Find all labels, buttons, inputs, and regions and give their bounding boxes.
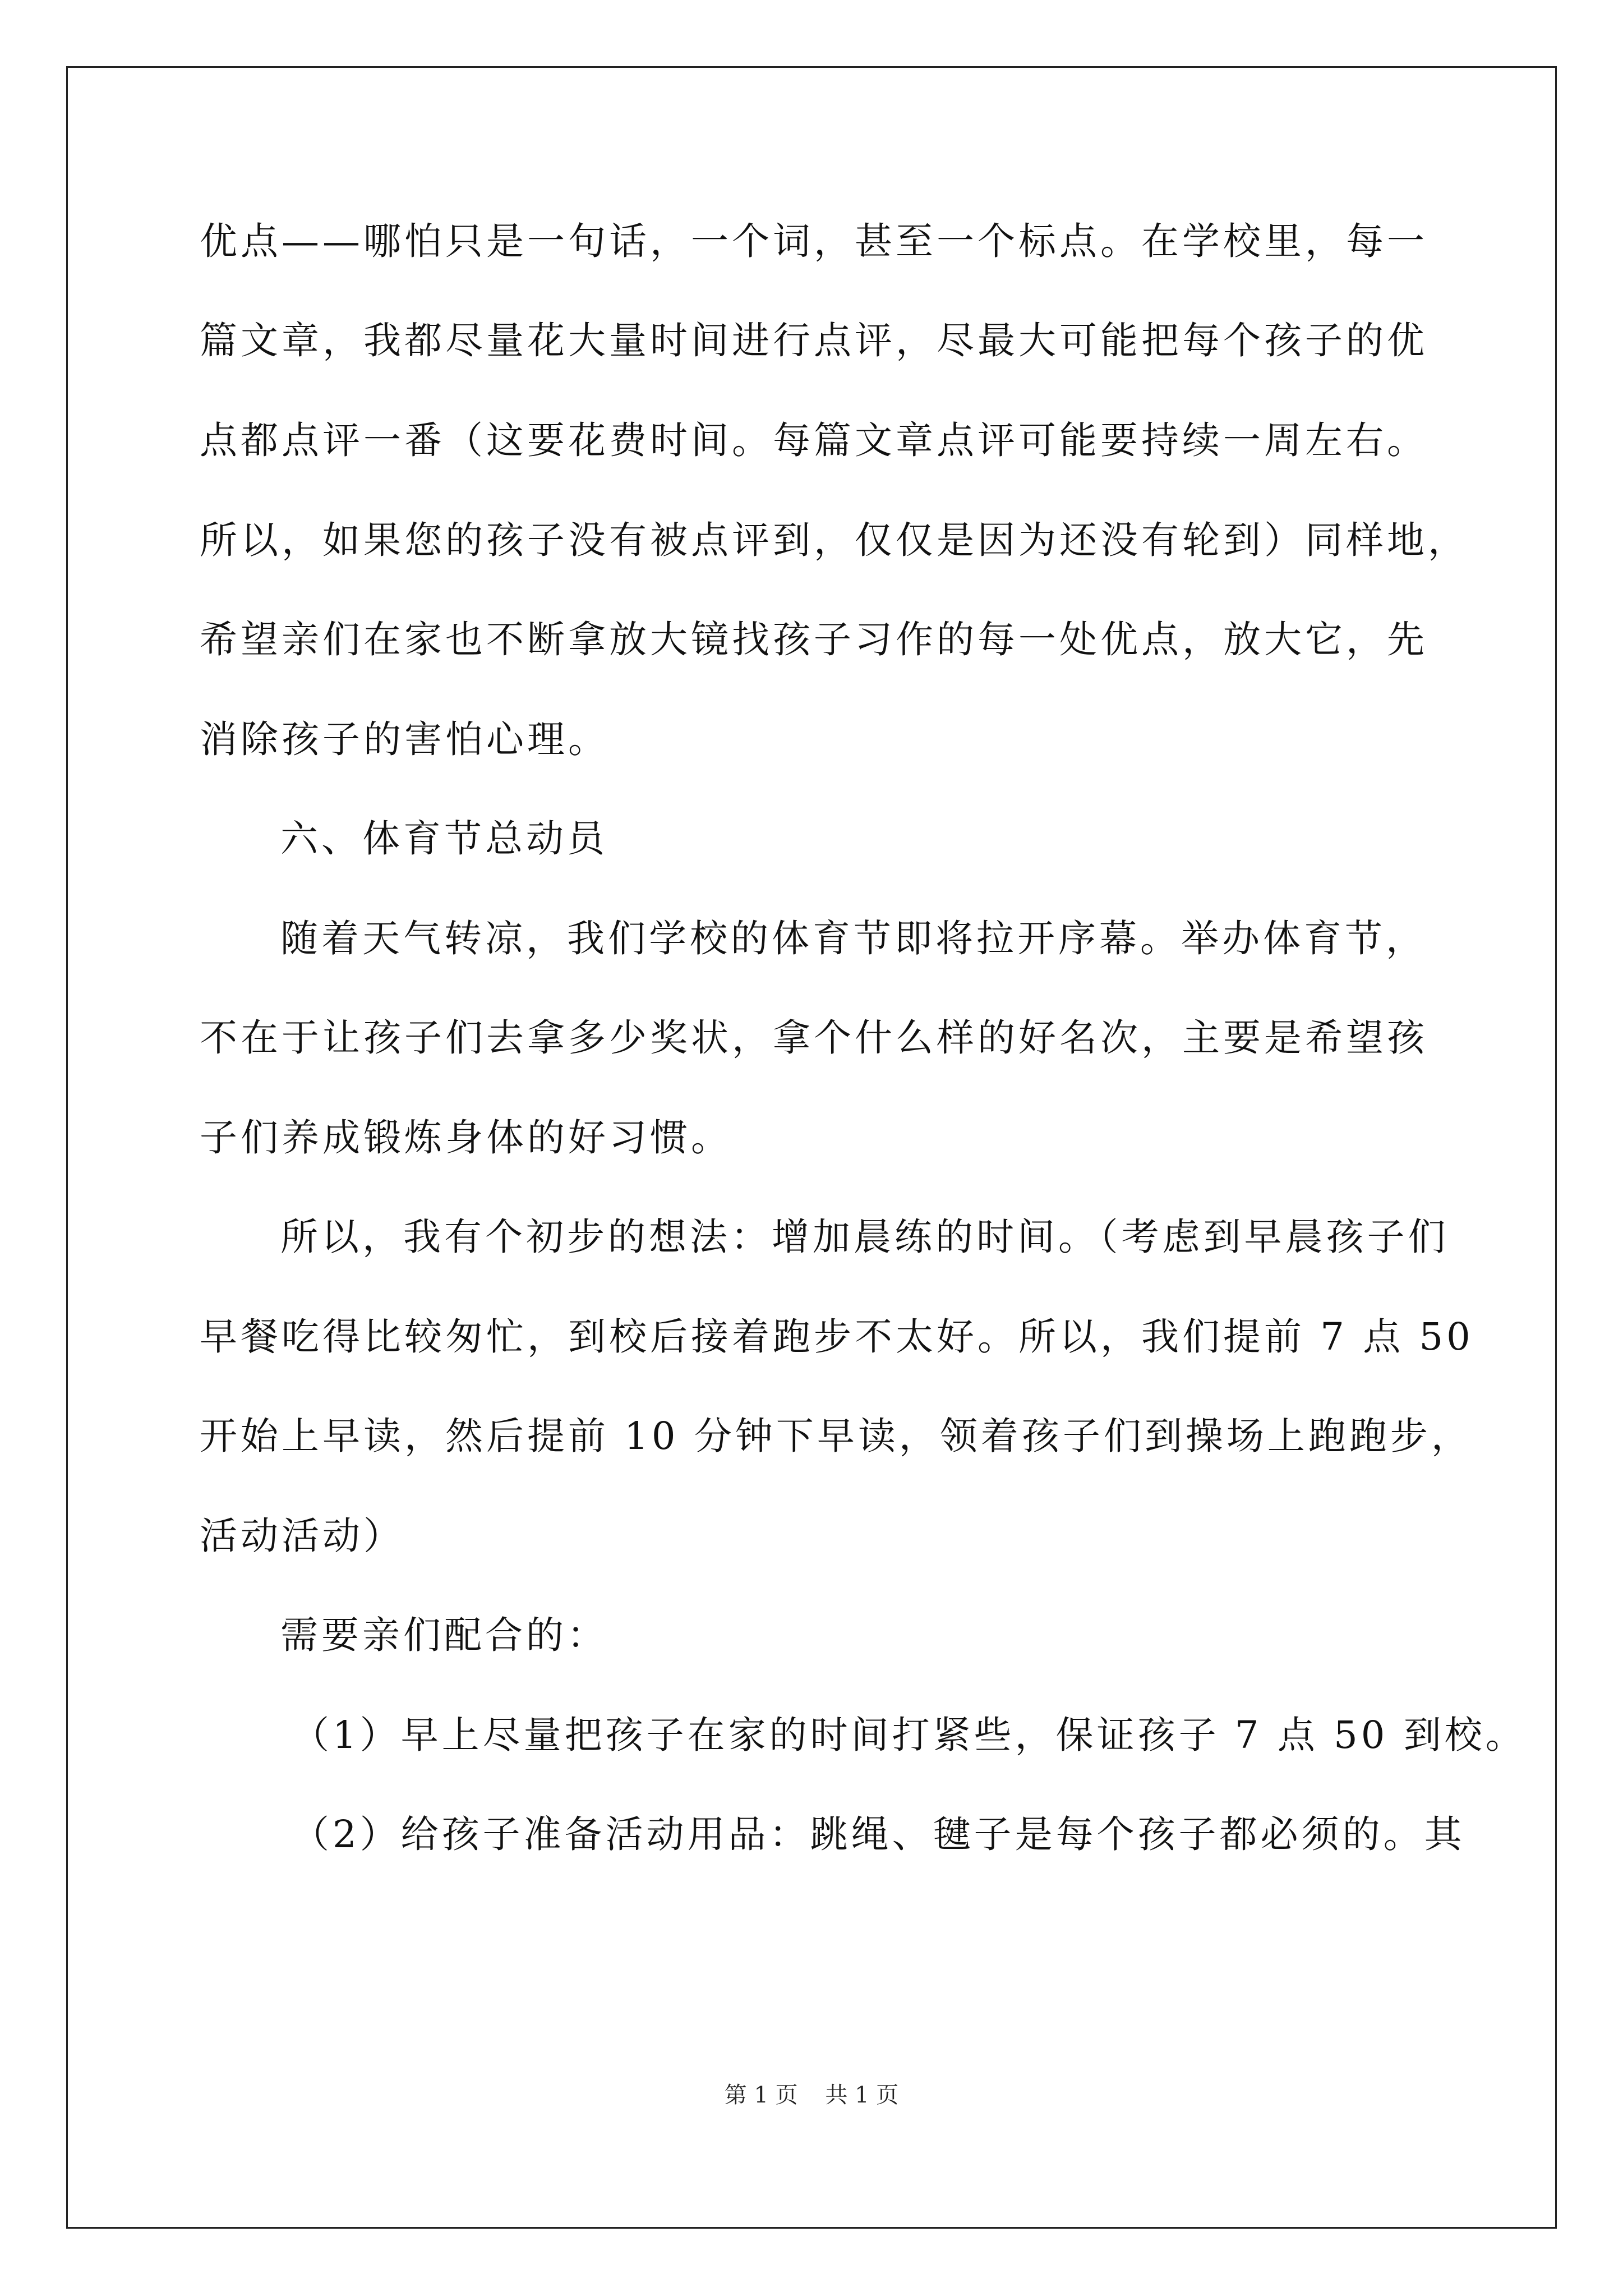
- text-line: 所以，我有个初步的想法：增加晨练的时间。（考虑到早晨孩子们: [280, 1215, 1449, 1259]
- list-item: （2）给孩子准备活动用品：跳绳、毽子是每个孩子都必须的。其: [292, 1812, 1465, 1856]
- text-line: 早餐吃得比较匆忙，到校后接着跑步不太好。所以，我们提前 7 点 50: [200, 1315, 1474, 1359]
- text-line: 活动活动）: [200, 1514, 404, 1558]
- text-line: 篇文章，我都尽量花大量时间进行点评，尽最大可能把每个孩子的优: [200, 319, 1428, 362]
- text-line: 希望亲们在家也不断拿放大镜找孩子习作的每一处优点，放大它，先: [200, 618, 1428, 661]
- text-line: 点都点评一番（这要花费时间。每篇文章点评可能要持续一周左右。: [200, 418, 1428, 462]
- text-line: 子们养成锻炼身体的好习惯。: [200, 1116, 732, 1159]
- text-line: 开始上早读，然后提前 10 分钟下早读，领着孩子们到操场上跑跑步，: [200, 1414, 1472, 1458]
- list-item: （1）早上尽量把孩子在家的时间打紧些，保证孩子 7 点 50 到校。: [292, 1713, 1527, 1757]
- page-number-current: 第 1 页: [724, 2082, 798, 2108]
- text-line: 需要亲们配合的：: [280, 1613, 608, 1657]
- page-number-total: 共 1 页: [825, 2082, 899, 2108]
- text-line: 随着天气转凉，我们学校的体育节即将拉开序幕。举办体育节，: [280, 917, 1427, 960]
- page-footer: [0, 2081, 1623, 2109]
- text-line: 优点——哪怕只是一句话，一个词，甚至一个标点。在学校里，每一: [200, 219, 1428, 263]
- text-line: 所以，如果您的孩子没有被点评到，仅仅是因为还没有轮到）同样地，: [200, 518, 1469, 562]
- text-line: 消除孩子的害怕心理。: [200, 717, 609, 761]
- section-heading: 六、体育节总动员: [280, 817, 608, 861]
- text-line: 不在于让孩子们去拿多少奖状，拿个什么样的好名次，主要是希望孩: [200, 1016, 1428, 1060]
